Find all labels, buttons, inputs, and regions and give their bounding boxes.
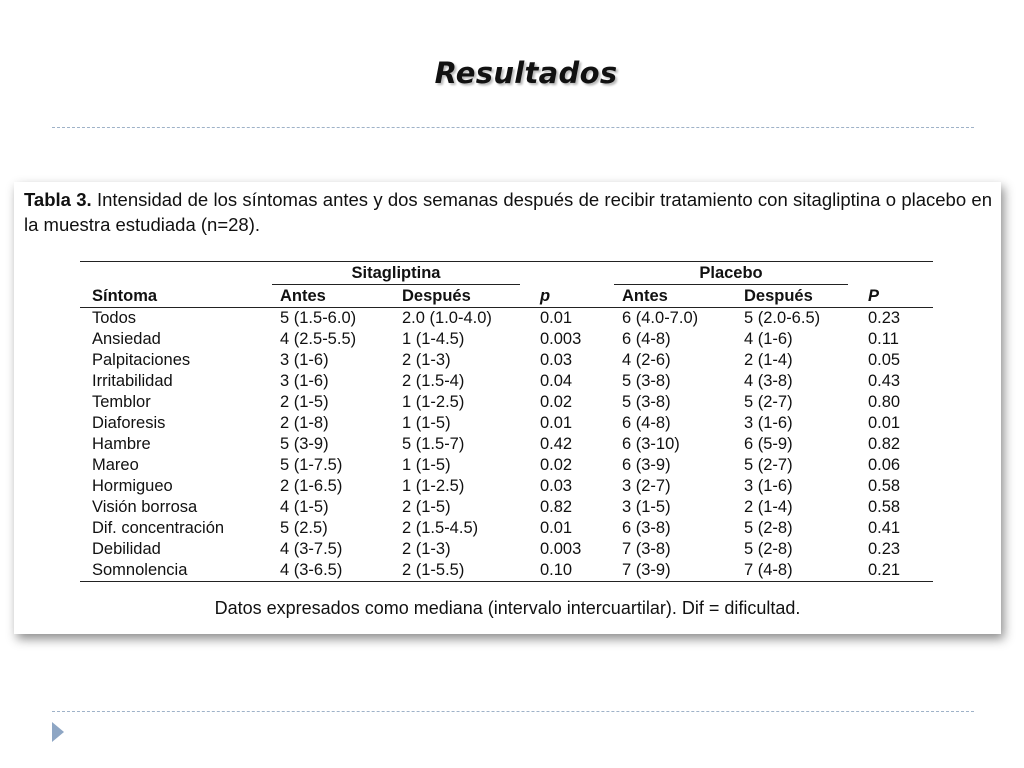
value-cell: 4 (3-6.5) [268,560,390,582]
value-cell: 0.06 [868,456,901,474]
symptom-cell: Ansiedad [92,330,161,348]
value-cell: 0.41 [868,519,901,537]
table-row [80,350,933,371]
symptom-cell: Irritabilidad [92,372,173,390]
value-cell: 7 (3-8) [622,540,671,558]
table-row [80,413,933,434]
value-cell: 5 (3-8) [622,393,671,411]
column-header: Después [390,285,528,308]
table-body [80,308,933,582]
caption-text: Intensidad de los síntomas antes y dos semanas después de recibir tratamiento con sitagliptina o placebo en la muestra estudiada (n=28). [24,189,992,235]
value-cell: 3 (1-6) [280,372,329,390]
value-cell: 6 (4-8) [622,330,671,348]
value-cell: 7 (3-9) [610,560,732,582]
value-cell: 6 (5-9) [744,435,793,453]
value-cell: 6 (4.0-7.0) [622,309,699,327]
value-cell: 0.02 [540,393,573,411]
value-cell: 0.003 [540,330,582,348]
value-cell: 5 (2-8) [744,519,793,537]
value-cell: 0.11 [868,330,899,348]
symptom-cell: Hormigueo [92,477,173,495]
value-cell: 2 (1-4) [744,351,793,369]
value-cell: 4 (2-6) [622,351,671,369]
value-cell: 0.02 [540,456,573,474]
caption-label: Tabla 3. [24,189,92,210]
symptom-cell: Mareo [92,456,139,474]
value-cell: 0.04 [540,372,573,390]
symptom-cell: Hambre [92,435,151,453]
bottom-divider [52,711,974,712]
column-header: Síntoma [80,285,268,308]
value-cell: 0.01 [540,519,573,537]
value-cell: 0.01 [540,414,573,432]
top-divider [52,127,974,128]
value-cell: 5 (1.5-7) [402,435,465,453]
value-cell: 4 (1-6) [744,330,793,348]
value-cell: 5 (3-8) [622,372,671,390]
value-cell: 5 (2.5) [280,519,328,537]
value-cell: 0.05 [868,351,901,369]
value-cell: 4 (2.5-5.5) [280,330,357,348]
value-cell: 2 (1-8) [280,414,329,432]
value-cell: 0.01 [868,414,901,432]
table-row [80,329,933,350]
value-cell: 2 (1-3) [402,351,451,369]
group-header-empty [528,262,610,286]
value-cell: 5 (3-9) [280,435,329,453]
table-footnote: Datos expresados como mediana (intervalo intercuartilar). Dif = dificultad. [214,598,801,618]
column-header: P [856,285,933,308]
value-cell: 0.003 [540,540,582,558]
table-row [80,539,933,560]
symptom-cell: Temblor [92,393,151,411]
table-row [80,560,933,582]
table-caption [24,187,992,237]
value-cell: 2 (1-3) [402,540,451,558]
symptom-cell: Debilidad [92,540,161,558]
value-cell: 6 (4-8) [622,414,671,432]
value-cell: 5 (1.5-6.0) [280,309,357,327]
value-cell: 4 (3-7.5) [280,540,343,558]
group-header-empty [856,262,933,286]
value-cell: 0.10 [528,560,610,582]
value-cell: 1 (1-4.5) [402,330,465,348]
group-header-empty [80,262,268,286]
value-cell: 6 (3-9) [622,456,671,474]
group-header-sitagliptina: Sitagliptina [268,262,528,286]
symptom-cell: Visión borrosa [92,498,198,516]
triangle-bullet-icon [52,722,64,742]
value-cell: 7 (4-8) [732,560,856,582]
value-cell: 3 (2-7) [622,477,671,495]
value-cell: 3 (1-6) [280,351,329,369]
value-cell: 5 (2-7) [744,393,793,411]
value-cell: 4 (1-5) [280,498,329,516]
value-cell: 0.58 [868,477,901,495]
symptom-cell: Somnolencia [80,560,268,582]
value-cell: 2 (1-4) [744,498,793,516]
table-row [80,476,933,497]
slide-title: Resultados [434,56,618,90]
value-cell: 2 (1-5) [280,393,329,411]
symptom-cell: Todos [92,309,137,327]
value-cell: 0.23 [868,540,901,558]
value-cell: 0.42 [540,435,573,453]
column-header: Antes [268,285,390,308]
table-figure [14,182,1001,634]
value-cell: 0.21 [856,560,933,582]
value-cell: 1 (1-5) [402,456,451,474]
group-header-placebo: Placebo [610,262,856,286]
value-cell: 3 (1-6) [744,414,793,432]
value-cell: 0.23 [868,309,901,327]
value-cell: 1 (1-5) [402,414,451,432]
value-cell: 3 (1-5) [622,498,671,516]
results-table [80,261,933,582]
table-row [80,497,933,518]
value-cell: 2 (1-5.5) [390,560,528,582]
value-cell: 4 (3-8) [744,372,793,390]
table-row [80,371,933,392]
group-header-row [80,262,933,286]
column-header: Antes [610,285,732,308]
value-cell: 0.03 [540,477,573,495]
table-row [80,455,933,476]
value-cell: 2 (1.5-4.5) [402,519,479,537]
column-header-row [80,285,933,308]
column-header: Después [732,285,856,308]
value-cell: 2.0 (1.0-4.0) [402,309,492,327]
value-cell: 3 (1-6) [744,477,793,495]
symptom-cell: Dif. concentración [92,519,225,537]
value-cell: 0.03 [540,351,573,369]
value-cell: 2 (1.5-4) [402,372,465,390]
value-cell: 0.82 [540,498,573,516]
value-cell: 0.80 [868,393,901,411]
value-cell: 0.82 [868,435,901,453]
value-cell: 1 (1-2.5) [402,393,465,411]
table-row [80,392,933,413]
value-cell: 5 (2-7) [744,456,793,474]
value-cell: 6 (3-10) [622,435,680,453]
value-cell: 5 (2.0-6.5) [744,309,821,327]
table-row [80,518,933,539]
value-cell: 5 (1-7.5) [280,456,343,474]
value-cell: 5 (2-8) [744,540,793,558]
value-cell: 1 (1-2.5) [402,477,465,495]
symptom-cell: Diaforesis [92,414,166,432]
value-cell: 0.01 [540,309,573,327]
column-header: p [528,285,610,308]
value-cell: 2 (1-5) [402,498,451,516]
value-cell: 0.43 [868,372,901,390]
table-row [80,434,933,455]
value-cell: 0.58 [868,498,901,516]
symptom-cell: Palpitaciones [92,351,191,369]
value-cell: 2 (1-6.5) [280,477,343,495]
value-cell: 6 (3-8) [622,519,671,537]
table-row [80,308,933,330]
